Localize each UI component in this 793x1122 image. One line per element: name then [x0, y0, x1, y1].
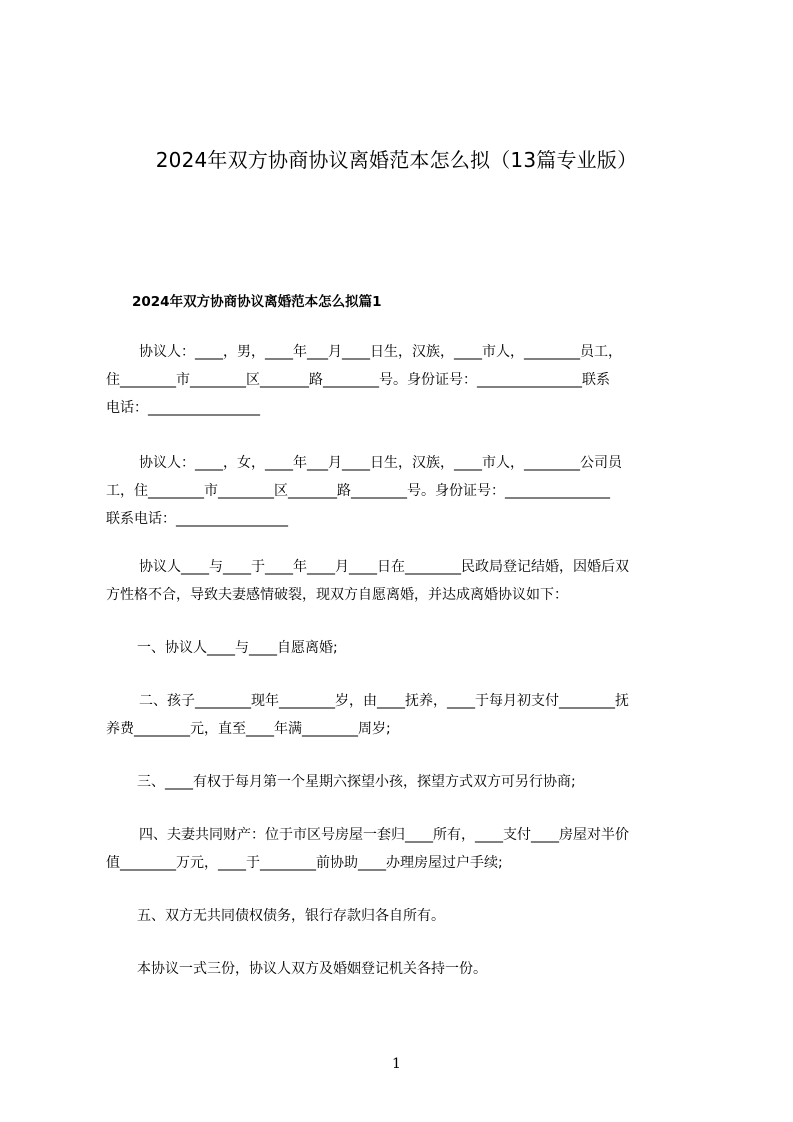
paragraph-line: 方性格不合，导致夫妻感情破裂，现双方自愿离婚，并达成离婚协议如下： — [106, 587, 568, 603]
paragraph-line: 三、____有权于每月第一个星期六探望小孩，探望方式双方可另行协商; — [137, 774, 576, 790]
paragraph-line: 一、协议人____与____自愿离婚; — [137, 640, 338, 656]
page-number: 1 — [392, 1056, 401, 1072]
document-title: 2024年双方协商协议离婚范本怎么拟（13篇专业版） — [155, 148, 638, 172]
paragraph-line: 协议人：____，男，____年___月____日生，汉族，____市人，________员工， — [139, 344, 622, 360]
paragraph-line: 本协议一式三份，协议人双方及婚姻登记机关各持一份。 — [137, 961, 487, 977]
paragraph-line: 住________市________区_______路________号。身份证号：_______________联系 — [106, 372, 610, 388]
paragraph-line: 五、双方无共同债权债务，银行存款归各自所有。 — [137, 908, 445, 924]
paragraph-line: 协议人：____，女，____年___月____日生，汉族，____市人，________公司员 — [139, 455, 622, 471]
paragraph-line: 二、孩子________现年________岁，由____抚养，____于每月初支付________抚 — [139, 693, 629, 709]
paragraph-line: 工，住________市________区_______路________号。身份证号：_______________ — [106, 483, 610, 499]
paragraph-line: 电话：________________ — [106, 400, 260, 416]
paragraph-line: 养费________元，直至____年满________周岁; — [106, 721, 391, 737]
paragraph-line: 值________万元，____于________前协助____办理房屋过户手续; — [106, 855, 503, 871]
paragraph-line: 四、夫妻共同财产：位于市区号房屋一套归____所有，____支付____房屋对半价 — [139, 827, 629, 843]
paragraph-line: 协议人____与____于____年____月____日在________民政局登记结婚，因婚后双 — [139, 559, 629, 575]
paragraph-line: 联系电话：________________ — [106, 511, 288, 527]
section-heading: 2024年双方协商协议离婚范本怎么拟篇1 — [132, 294, 382, 310]
